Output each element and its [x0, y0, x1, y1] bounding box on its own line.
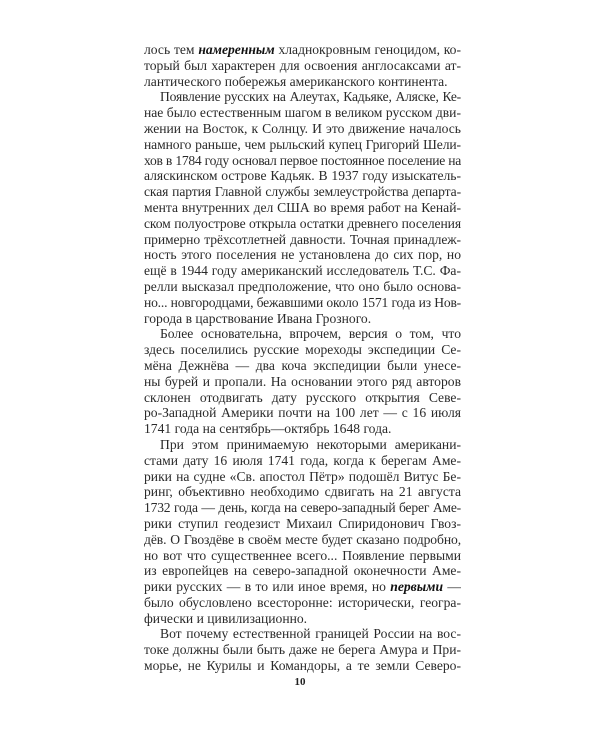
text-line: лось тем намеренным хладнокровным геноцидом, ко-: [144, 42, 461, 57]
text-line: торый был характерен для освоения англосаксами ат-: [144, 57, 461, 73]
text-line: морье, не Курилы и Командоры, а те земли Северо-: [144, 658, 461, 674]
text-line: 1741 года на сентябрь—октябрь 1648 года.: [144, 421, 392, 437]
text-line: из европейцев на северо-западной оконечности Аме-: [144, 563, 461, 579]
paragraph: [144, 626, 461, 673]
emphasized-word: первыми: [390, 579, 444, 595]
text-line: примерно трёхсотлетней давности. Точная принадлеж-: [144, 231, 461, 247]
text-line: было обусловлено всесторонне: исторически, геогра-: [144, 594, 461, 610]
text-line: При этом принимаемую некоторыми американи-: [160, 436, 461, 452]
text-line: города в царствование Ивана Грозного.: [144, 310, 372, 326]
text-line: хов в 1784 году основал первое постоянное поселение на: [144, 152, 461, 168]
text-line: ском полуострове открыла остатки древнего поселения: [144, 215, 461, 231]
text-line: рики русских — в то или иное время, но первыми —: [144, 579, 461, 595]
text-line: Более основательна, впрочем, версия о том, что: [160, 326, 461, 342]
text-line: но... новгородцами, бежавшими около 1571 года из Нов-: [144, 294, 461, 310]
text-line: аляскинском острове Кадьяк. В 1937 году изыскатель-: [144, 168, 461, 184]
book-page-text: [144, 42, 461, 674]
text-line: токе должны были быть даже не берега Амура и При-: [144, 642, 461, 658]
text-line: нае было естественным шагом в великом русском дви-: [144, 105, 461, 121]
text-line: релли высказал предположение, что оно было основа-: [144, 278, 461, 294]
page-number: 10: [294, 676, 306, 688]
text-line: намного раньше, чем рыльский купец Григорий Шели-: [144, 136, 461, 152]
paragraph: [144, 326, 461, 437]
text-line: Вот почему естественной границей России на вос-: [160, 626, 461, 642]
paragraph: [144, 89, 461, 326]
text-line: мёна Дежнёва — два коча экспедиции были унесе-: [144, 357, 461, 373]
text-line: фически и цивилизационно.: [144, 610, 308, 626]
text-line: ская партия Главной службы землеустройства департа-: [144, 184, 461, 200]
text-line: дёв. О Гвоздёве в своём месте будет сказано подробно,: [144, 531, 461, 547]
text-line: ность этого поселения не установлена до сих пор, но: [144, 247, 461, 263]
text-line: ринг, объективно необходимо сдвигать на 21 августа: [144, 484, 461, 500]
text-line: ны бурей и пропали. На основании этого ряд авторов: [144, 373, 461, 389]
text-line: склонен отодвигать дату русского открытия Севе-: [144, 389, 461, 405]
text-line: жении на Восток, к Солнцу. И это движение началось: [144, 120, 461, 136]
text-line: но вот что существеннее всего... Появление первыми: [144, 547, 461, 563]
text-line: рики на судне «Св. апостол Пётр» подошёл Витус Бе-: [144, 468, 461, 484]
text-line: 1732 года — день, когда на северо-западный берег Аме-: [144, 500, 461, 516]
text-line: ещё в 1944 году американский исследователь Т.С. Фа-: [144, 263, 461, 279]
paragraph: [144, 42, 461, 89]
text-line: здесь поселились русские мореходы экспедиции Се-: [144, 342, 461, 358]
text-line: мента внутренних дел США во время работ на Кенай-: [144, 199, 461, 215]
text-line: стами дату 16 июля 1741 года, когда к берегам Аме-: [144, 452, 461, 468]
text-line: лантического побережья американского континента.: [144, 73, 448, 89]
text-line: ро-Западной Америки почти на 100 лет — с 16 июля: [144, 405, 461, 421]
text-line: рики ступил геодезист Михаил Спиридонович Гвоз-: [144, 515, 461, 531]
paragraph: [144, 437, 461, 627]
emphasized-word: намеренным: [198, 42, 275, 57]
text-line: Появление русских на Алеутах, Кадьяке, Аляске, Ке-: [160, 89, 461, 105]
